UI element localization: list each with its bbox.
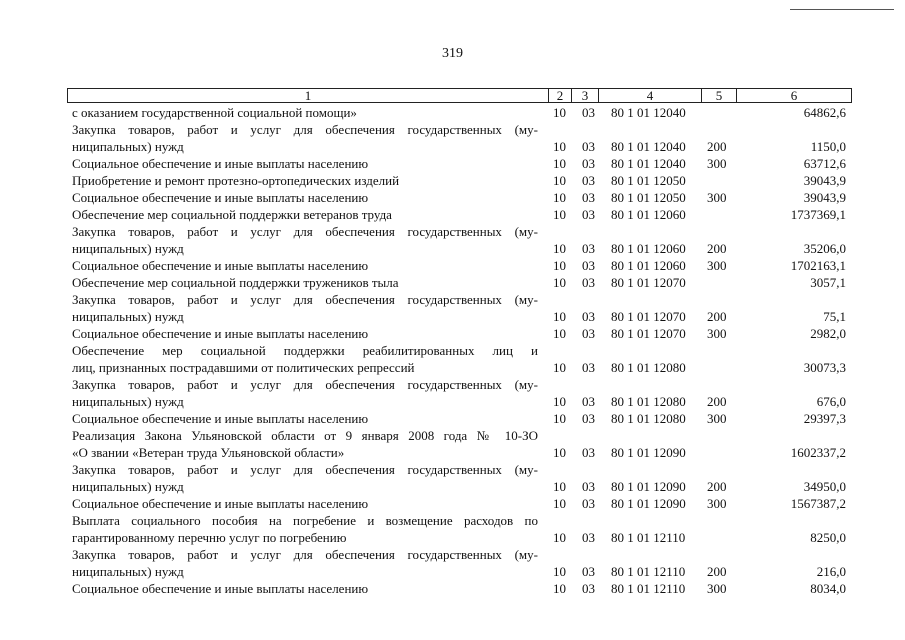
expense-type-code: 300 [707,581,727,596]
row-codes [0,580,905,597]
table-row [0,223,905,257]
table-row [0,155,905,172]
amount-value: 39043,9 [803,173,846,188]
table-row [0,461,905,495]
subsection-code: 03 [582,207,595,222]
amount-value: 29397,3 [803,411,846,426]
expense-type-code: 200 [707,309,727,324]
subsection-code: 03 [582,309,595,324]
table-row [0,512,905,546]
section-code: 10 [553,581,566,596]
target-article-code: 80 1 01 12110 [611,564,686,579]
row-description-line: Закупка товаров, работ и услуг для обеспечения государственных (му- [72,224,538,239]
subsection-code: 03 [582,445,595,460]
target-article-code: 80 1 01 12110 [611,530,686,545]
table-body [0,104,905,597]
header-col-6: 6 [790,88,798,103]
row-description-line: Обеспечение мер социальной поддержки реабилитированных лиц и [72,343,538,358]
section-code: 10 [553,309,566,324]
top-rule [790,9,894,10]
row-description-line: Социальное обеспечение и иные выплаты населению [72,190,369,205]
expense-type-code: 300 [707,156,727,171]
row-description-line: лиц, признанных пострадавшими от политических репрессий [72,360,415,375]
amount-value: 63712,6 [803,156,846,171]
row-description-line: ниципальных) нужд [72,394,184,409]
section-code: 10 [553,326,566,341]
row-codes [0,495,905,512]
target-article-code: 80 1 01 12080 [611,411,686,426]
row-codes [0,529,905,546]
row-description-line: Социальное обеспечение и иные выплаты населению [72,326,369,341]
subsection-code: 03 [582,258,595,273]
expense-type-code: 200 [707,564,727,579]
row-description-line: ниципальных) нужд [72,139,184,154]
row-codes [0,240,905,257]
section-code: 10 [553,258,566,273]
target-article-code: 80 1 01 12050 [611,190,686,205]
row-description-line: Социальное обеспечение и иные выплаты населению [72,156,369,171]
target-article-code: 80 1 01 12060 [611,258,686,273]
header-col-3: 3 [572,89,599,102]
table-row [0,274,905,291]
amount-value: 1702163,1 [790,258,846,273]
table-row [0,257,905,274]
subsection-code: 03 [582,275,595,290]
row-description-line: с оказанием государственной социальной помощи» [72,105,357,120]
row-description-line: ниципальных) нужд [72,479,184,494]
section-code: 10 [553,275,566,290]
row-codes [0,189,905,206]
row-description-line: Закупка товаров, работ и услуг для обеспечения государственных (му- [72,292,538,307]
table-row [0,546,905,580]
table-row [0,291,905,325]
target-article-code: 80 1 01 12090 [611,445,686,460]
row-codes [0,325,905,342]
target-article-code: 80 1 01 12070 [611,326,686,341]
table-header [67,88,852,103]
header-col-4: 4 [599,89,702,102]
amount-value: 3057,1 [810,275,846,290]
target-article-code: 80 1 01 12040 [611,139,686,154]
table-row [0,325,905,342]
amount-value: 1737369,1 [790,207,846,222]
header-col-5: 5 [702,89,737,102]
row-description-line: Социальное обеспечение и иные выплаты населению [72,581,369,596]
amount-value: 8034,0 [810,581,846,596]
section-code: 10 [553,496,566,511]
subsection-code: 03 [582,241,595,256]
row-description-line: ниципальных) нужд [72,241,184,256]
target-article-code: 80 1 01 12090 [611,496,686,511]
section-code: 10 [553,394,566,409]
row-codes [0,478,905,495]
amount-value: 64862,6 [803,105,846,120]
section-code: 10 [553,139,566,154]
table-row [0,172,905,189]
row-description-line: Социальное обеспечение и иные выплаты населению [72,411,369,426]
header-col-2: 2 [549,89,572,102]
target-article-code: 80 1 01 12040 [611,105,686,120]
row-description-line: «О звании «Ветеран труда Ульяновской области» [72,445,345,460]
section-code: 10 [553,207,566,222]
amount-value: 39043,9 [803,190,846,205]
subsection-code: 03 [582,581,595,596]
section-code: 10 [553,173,566,188]
subsection-code: 03 [582,105,595,120]
subsection-code: 03 [582,496,595,511]
row-codes [0,410,905,427]
row-description-line: Обеспечение мер социальной поддержки тружеников тыла [72,275,399,290]
row-description-line: Выплата социального пособия на погребение и возмещение расходов по [72,513,538,528]
row-codes [0,274,905,291]
section-code: 10 [553,411,566,426]
target-article-code: 80 1 01 12110 [611,581,686,596]
amount-value: 1567387,2 [790,496,846,511]
page-number: 319 [442,46,463,61]
header-col-1: 1 [68,89,549,102]
section-code: 10 [553,530,566,545]
row-codes [0,308,905,325]
row-description-line: ниципальных) нужд [72,309,184,324]
target-article-code: 80 1 01 12080 [611,360,686,375]
subsection-code: 03 [582,479,595,494]
amount-value: 75,1 [823,309,846,324]
expense-type-code: 300 [707,496,727,511]
table-row [0,104,905,121]
row-codes [0,444,905,461]
row-description-line: Обеспечение мер социальной поддержки ветеранов труда [72,207,392,222]
table-row [0,189,905,206]
amount-value: 2982,0 [810,326,846,341]
target-article-code: 80 1 01 12070 [611,275,686,290]
amount-value: 8250,0 [810,530,846,545]
table-row [0,121,905,155]
section-code: 10 [553,445,566,460]
table-row [0,580,905,597]
target-article-code: 80 1 01 12050 [611,173,686,188]
amount-value: 1602337,2 [790,445,846,460]
subsection-code: 03 [582,190,595,205]
table-row [0,342,905,376]
target-article-code: 80 1 01 12060 [611,207,686,222]
expense-type-code: 300 [707,258,727,273]
section-code: 10 [553,241,566,256]
subsection-code: 03 [582,173,595,188]
expense-type-code: 200 [707,479,727,494]
target-article-code: 80 1 01 12060 [611,241,686,256]
row-description-line: Приобретение и ремонт протезно-ортопедических изделий [72,173,400,188]
expense-type-code: 200 [707,139,727,154]
section-code: 10 [553,105,566,120]
row-codes [0,172,905,189]
subsection-code: 03 [582,139,595,154]
target-article-code: 80 1 01 12080 [611,394,686,409]
row-description-line: Закупка товаров, работ и услуг для обеспечения государственных (му- [72,547,538,562]
row-codes [0,563,905,580]
subsection-code: 03 [582,156,595,171]
row-codes [0,206,905,223]
amount-value: 35206,0 [803,241,846,256]
expense-type-code: 200 [707,241,727,256]
table-row [0,376,905,410]
row-codes [0,104,905,121]
section-code: 10 [553,190,566,205]
row-codes [0,155,905,172]
expense-type-code: 300 [707,411,727,426]
subsection-code: 03 [582,564,595,579]
subsection-code: 03 [582,326,595,341]
subsection-code: 03 [582,530,595,545]
subsection-code: 03 [582,360,595,375]
row-description-line: Закупка товаров, работ и услуг для обеспечения государственных (му- [72,462,538,477]
table-row [0,495,905,512]
row-codes [0,138,905,155]
subsection-code: 03 [582,394,595,409]
table-row [0,427,905,461]
amount-value: 216,0 [816,564,846,579]
row-description-line: ниципальных) нужд [72,564,184,579]
target-article-code: 80 1 01 12090 [611,479,686,494]
expense-type-code: 300 [707,326,727,341]
subsection-code: 03 [582,411,595,426]
row-codes [0,393,905,410]
expense-type-code: 300 [707,190,727,205]
row-description-line: Закупка товаров, работ и услуг для обеспечения государственных (му- [72,122,538,137]
row-description-line: Реализация Закона Ульяновской области от 9 января 2008 года № 10-ЗО [72,428,538,443]
row-codes [0,257,905,274]
target-article-code: 80 1 01 12070 [611,309,686,324]
row-description-line: гарантированному перечню услуг по погребению [72,530,347,545]
row-description-line: Социальное обеспечение и иные выплаты населению [72,258,369,273]
row-description-line: Закупка товаров, работ и услуг для обеспечения государственных (му- [72,377,538,392]
table-row [0,410,905,427]
row-codes [0,359,905,376]
amount-value: 30073,3 [803,360,846,375]
table-row [0,206,905,223]
section-code: 10 [553,564,566,579]
row-description-line: Социальное обеспечение и иные выплаты населению [72,496,369,511]
amount-value: 676,0 [816,394,846,409]
section-code: 10 [553,360,566,375]
amount-value: 34950,0 [803,479,846,494]
section-code: 10 [553,156,566,171]
section-code: 10 [553,479,566,494]
amount-value: 1150,0 [810,139,846,154]
expense-type-code: 200 [707,394,727,409]
target-article-code: 80 1 01 12040 [611,156,686,171]
